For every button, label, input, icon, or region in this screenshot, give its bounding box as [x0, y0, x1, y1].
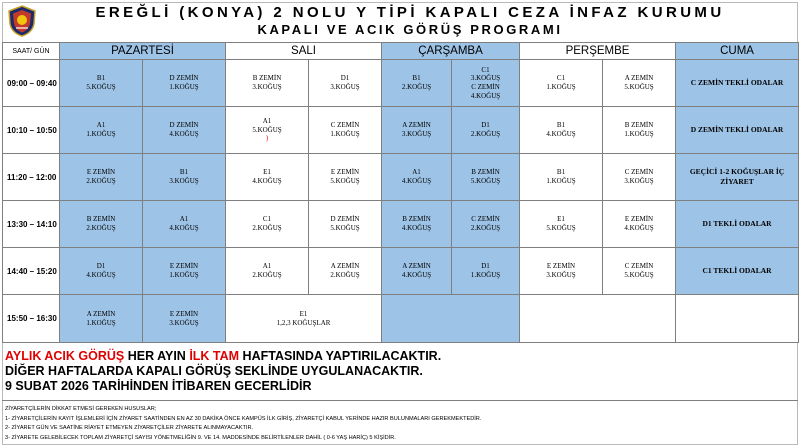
- cell-line: D1: [481, 121, 490, 130]
- cell-line: E ZEMİN: [546, 262, 576, 271]
- time-slot: 11:20 – 12:00: [3, 154, 60, 201]
- cell-line: A1: [96, 121, 106, 130]
- friday-cell: C1 TEKLİ ODALAR: [676, 248, 799, 295]
- header-row: [3, 43, 799, 60]
- cell-line: E ZEMİN: [86, 168, 116, 177]
- cell-line: 4.KOĞUŞ: [470, 91, 501, 100]
- page-subtitle: KAPALI VE ACIK GÖRÜŞ PROGRAMI: [257, 22, 563, 37]
- schedule-cell: [382, 248, 452, 295]
- schedule-cell: [520, 295, 676, 343]
- schedule-row: [3, 201, 799, 248]
- schedule-cell: [520, 60, 603, 107]
- cell-line: E ZEMİN: [330, 168, 360, 177]
- cell-line: 1.KOĞUŞ: [546, 83, 576, 91]
- cell-line: E ZEMİN: [624, 215, 654, 224]
- schedule-cell: [60, 248, 143, 295]
- cell-line: 5.KOĞUŞ: [86, 83, 116, 91]
- schedule-cell: [309, 201, 382, 248]
- cell-line: D1: [96, 262, 106, 271]
- cell-line: 2.KOĞUŞ: [401, 83, 432, 91]
- institution-emblem-icon: [5, 4, 39, 38]
- schedule-cell: [382, 60, 452, 107]
- cell-line: 4.KOĞUŞ: [169, 130, 199, 138]
- schedule-cell: [226, 60, 309, 107]
- cell-line: C1: [556, 74, 566, 83]
- cell-line: D ZEMİN: [169, 74, 199, 83]
- friday-cell: D ZEMİN TEKLİ ODALAR: [676, 107, 799, 154]
- cell-line: 2.KOĞUŞ: [252, 271, 282, 279]
- day-header-monday: PAZARTESİ: [60, 43, 226, 60]
- schedule-cell: [452, 60, 520, 107]
- schedule-cell: [143, 60, 226, 107]
- cell-line: 4.KOĞUŞ: [401, 271, 432, 279]
- cell-line: E1: [299, 309, 308, 318]
- schedule-cell: [603, 60, 676, 107]
- cell-line: 3.KOĞUŞ: [624, 177, 654, 185]
- cell-line: 5.KOĞUŞ: [470, 177, 501, 185]
- day-header-tuesday: SALI: [226, 43, 382, 60]
- cell-line: B ZEMİN: [471, 168, 500, 177]
- cell-line: C ZEMİN: [624, 168, 654, 177]
- cell-line: D1: [340, 74, 350, 83]
- schedule-cell: [603, 248, 676, 295]
- time-slot: 09:00 – 09:40: [3, 60, 60, 107]
- rule-item: 3- ZİYARETE GELEBİLECEK TOPLAM ZİYARETÇİ SAYISI YÖNETMELİĞİN 9. VE 14. MADDESİNDE BELİRTİLENLER DAHİL ( 0-6 YAŞ HARİÇ) 5 KİŞİDİR.: [5, 434, 396, 441]
- schedule-cell: [520, 248, 603, 295]
- schedule-cell: [520, 107, 603, 154]
- cell-line: 2.KOĞUŞ: [470, 130, 501, 138]
- cell-line: 1.KOĞUŞ: [470, 271, 501, 279]
- cell-line: B ZEMİN: [402, 215, 431, 224]
- schedule-cell: [520, 154, 603, 201]
- cell-line: 3.KOĞUŞ: [169, 177, 199, 185]
- notes-text: HAFTASINDA YAPTIRILACAKTIR.: [239, 349, 442, 363]
- cell-line: 5.KOĞUŞ: [330, 224, 360, 232]
- cell-line: C1: [481, 65, 490, 74]
- schedule-cell: [382, 295, 520, 343]
- cell-line: 4.KOĞUŞ: [624, 224, 654, 232]
- schedule-row: [3, 107, 799, 154]
- cell-line: D1: [481, 262, 490, 271]
- cell-line: 1.KOĞUŞ: [546, 177, 576, 185]
- notes-line-1: [5, 349, 785, 364]
- cell-line: 5.KOĞUŞ: [330, 177, 360, 185]
- divider: [2, 400, 798, 401]
- cell-line: D ZEMİN: [330, 215, 360, 224]
- cell-line: 3.KOĞUŞ: [330, 83, 360, 91]
- cell-line: 4.KOĞUŞ: [169, 224, 199, 232]
- notes-line-2: DİĞER HAFTALARDA KAPALI GÖRÜŞ SEKLİNDE UYGULANACAKTIR.: [5, 364, 423, 378]
- friday-cell: D1 TEKLİ ODALAR: [676, 201, 799, 248]
- cell-line: B ZEMİN: [252, 74, 282, 83]
- cell-line: 4.KOĞUŞ: [546, 130, 576, 138]
- cell-line: 2.KOĞUŞ: [330, 271, 360, 279]
- day-header-friday: CUMA: [676, 43, 799, 60]
- schedule-cell: [226, 107, 309, 154]
- cell-line: 1.KOĞUŞ: [624, 130, 654, 138]
- schedule-cell: [382, 201, 452, 248]
- cell-line: 1,2,3 KOĞUŞLAR: [276, 318, 331, 327]
- cell-line: A1: [262, 116, 272, 125]
- schedule-cell: [382, 107, 452, 154]
- cell-line: 1.KOĞUŞ: [169, 83, 199, 91]
- cell-line: E ZEMİN: [169, 262, 199, 271]
- schedule-body: [3, 60, 799, 343]
- schedule-cell: [603, 107, 676, 154]
- time-slot: 15:50 – 16:30: [3, 295, 60, 343]
- schedule-cell: [309, 248, 382, 295]
- cell-line: A ZEMİN: [402, 121, 431, 130]
- cell-line: C ZEMİN: [330, 121, 360, 130]
- cell-line: C ZEMİN: [624, 262, 654, 271]
- cell-line: A1: [262, 262, 272, 271]
- notes-text: HER AYIN: [124, 349, 190, 363]
- cell-line: 3.KOĞUŞ: [401, 130, 432, 138]
- schedule-row: [3, 60, 799, 107]
- cell-line: 4.KOĞUŞ: [86, 271, 116, 279]
- schedule-cell: [226, 201, 309, 248]
- rule-item: 2- ZİYARET GÜN VE SAATİNE RİAYET ETMEYEN ZİYARETÇİLER ZİYARETE ALINMAYACAKTIR.: [5, 425, 254, 431]
- schedule-cell: [676, 295, 799, 343]
- cell-line: E1: [263, 168, 271, 177]
- time-header: SAAT/ GÜN: [3, 43, 60, 60]
- schedule-cell: [60, 154, 143, 201]
- cell-line: 4.KOĞUŞ: [252, 177, 282, 185]
- cell-line: C ZEMİN: [471, 83, 500, 91]
- schedule-cell: [520, 201, 603, 248]
- cell-line: 3.KOĞUŞ: [169, 318, 199, 327]
- schedule-cell: [452, 201, 520, 248]
- schedule-cell: [382, 154, 452, 201]
- cell-line: A1: [179, 215, 189, 224]
- visitor-rules: [5, 405, 785, 443]
- schedule-cell: [60, 60, 143, 107]
- cell-line: 1.KOĞUŞ: [330, 130, 360, 138]
- cell-line: 2.KOĞUŞ: [86, 224, 116, 232]
- notes-highlight-open-visit: AYLIK ACIK GÖRÜŞ: [5, 349, 125, 363]
- schedule-cell: [603, 201, 676, 248]
- friday-cell: GEÇİCİ 1-2 KOĞUŞLAR İÇ ZİYARET: [676, 154, 799, 201]
- cell-line: B1: [556, 121, 566, 130]
- cell-line: 2.KOĞUŞ: [470, 224, 501, 232]
- cell-line: C ZEMİN: [471, 215, 500, 224]
- schedule-cell: [60, 107, 143, 154]
- cell-line: B ZEMİN: [624, 121, 654, 130]
- time-slot: 10:10 – 10:50: [3, 107, 60, 154]
- page-title: EREĞLİ (KONYA) 2 NOLU Y TİPİ KAPALI CEZA İNFAZ KURUMU: [95, 4, 725, 21]
- rule-item: 1- ZİYARETÇİLERİN KAYIT İŞLEMLERİ İÇİN ZİYARET SAATİNDEN EN AZ 30 DAKİKA ÖNCE KAMPÜS İLK GİRİŞ, ZİYARETÇİ KABUL YERİNDE HAZIR BULUNMALARI GEREKMEKTEDİR.: [5, 415, 482, 422]
- cell-line: B1: [96, 74, 106, 83]
- schedule-cell: [143, 295, 226, 343]
- cell-line: 2.KOĞUŞ: [86, 177, 116, 185]
- schedule-cell: [603, 154, 676, 201]
- notes-highlight-first-full: İLK TAM: [189, 349, 240, 363]
- cell-line: 5.KOĞUŞ: [624, 83, 654, 91]
- cell-line: 3.KOĞUŞ: [252, 83, 282, 91]
- time-slot: 14:40 – 15:20: [3, 248, 60, 295]
- schedule-cell: [226, 154, 309, 201]
- schedule-cell: [226, 248, 309, 295]
- schedule-cell: [309, 154, 382, 201]
- cell-line: 1.KOĞUŞ: [169, 271, 199, 279]
- schedule-cell: [226, 295, 382, 343]
- cell-line: 3.KOĞUŞ: [546, 271, 576, 279]
- visit-schedule-table: [2, 42, 799, 343]
- cell-line: C1: [262, 215, 272, 224]
- cell-line: 5.KOĞUŞ: [546, 224, 576, 232]
- cell-line: E ZEMİN: [169, 309, 199, 318]
- cell-line: 1.KOĞUŞ: [86, 130, 116, 138]
- schedule-cell: [452, 248, 520, 295]
- schedule-cell: [143, 107, 226, 154]
- schedule-cell: [309, 60, 382, 107]
- rules-heading: ZİYARETÇİLERİN DİKKAT ETMESİ GEREKEN HUSUSLAR;: [5, 406, 157, 412]
- cell-line: 4.KOĞUŞ: [401, 177, 432, 185]
- schedule-cell: [309, 107, 382, 154]
- cell-line: A ZEMİN: [624, 74, 654, 83]
- cell-line: 2.KOĞUŞ: [252, 224, 282, 232]
- cell-line: B ZEMİN: [86, 215, 116, 224]
- cell-line: 5.KOĞUŞ: [252, 125, 282, 134]
- cell-line: B1: [179, 168, 189, 177]
- time-slot: 13:30 – 14:10: [3, 201, 60, 248]
- schedule-row-last: [3, 295, 799, 343]
- cell-line: E1: [557, 215, 565, 224]
- schedule-cell: [143, 201, 226, 248]
- day-header-thursday: PERŞEMBE: [520, 43, 676, 60]
- cell-line: 1.KOĞUŞ: [86, 318, 116, 327]
- day-header-wednesday: ÇARŞAMBA: [382, 43, 520, 60]
- schedule-cell: [60, 295, 143, 343]
- schedule-cell: [60, 201, 143, 248]
- notes-line-3: 9 SUBAT 2026 TARİHİNDEN İTİBAREN GECERLİDİR: [5, 379, 312, 393]
- friday-cell: C ZEMİN TEKLİ ODALAR: [676, 60, 799, 107]
- cell-line: A ZEMİN: [402, 262, 431, 271]
- schedule-row: [3, 248, 799, 295]
- cell-line: A ZEMİN: [330, 262, 360, 271]
- cell-line: A1: [412, 168, 421, 177]
- schedule-row: [3, 154, 799, 201]
- cell-line: B1: [556, 168, 566, 177]
- schedule-cell: [143, 154, 226, 201]
- cell-line: B1: [412, 74, 421, 83]
- schedule-cell: [452, 154, 520, 201]
- cell-line: 5.KOĞUŞ: [624, 271, 654, 279]
- cell-line: A ZEMİN: [86, 309, 116, 318]
- cell-line: 4.KOĞUŞ: [401, 224, 432, 232]
- schedule-cell: [452, 107, 520, 154]
- cell-line: 3.KOĞUŞ: [470, 74, 501, 83]
- cell-line: ): [265, 134, 269, 143]
- schedule-cell: [143, 248, 226, 295]
- cell-line: D ZEMİN: [169, 121, 199, 130]
- notes-block: [5, 349, 785, 394]
